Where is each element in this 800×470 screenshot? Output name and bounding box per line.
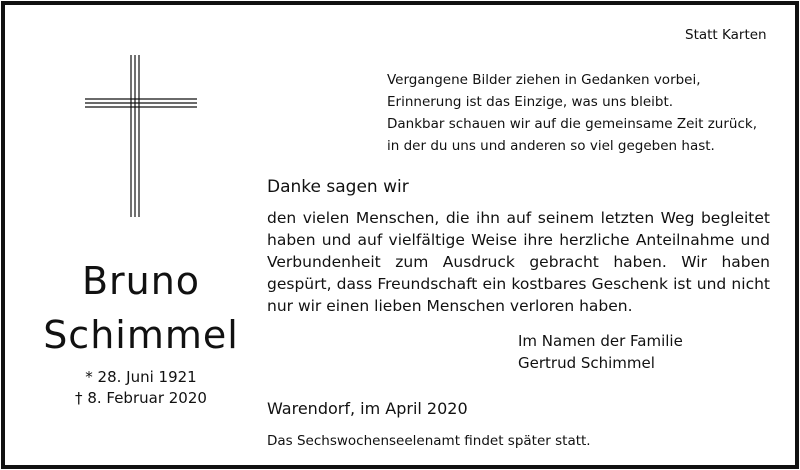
footer-note: Das Sechswochenseelenamt findet später statt. — [267, 433, 591, 449]
obituary-card — [1, 1, 799, 469]
poem-line: Erinnerung ist das Einzige, was uns bleibt. — [387, 94, 674, 110]
birth-date: * 28. Juni 1921 — [85, 368, 197, 386]
statt-karten-label: Statt Karten — [685, 27, 767, 43]
signature-line: Im Namen der Familie — [518, 332, 683, 350]
thanks-body: den vielen Menschen, die ihn auf seinem letzten Weg begleitet haben und auf vielfältige Weise ihre herzliche Anteilnahme und Verbundenheit zum Ausdruck gebracht haben. Wir haben gespürt, dass Freundschaft ein kostbares Geschenk ist und nicht nur wir einen lieben Menschen verloren haben. — [267, 209, 770, 315]
cross-icon — [85, 55, 197, 217]
life-dates — [41, 367, 241, 409]
signature — [518, 330, 683, 374]
poem-line: Vergangene Bilder ziehen in Gedanken vorbei, — [387, 72, 701, 88]
poem — [387, 69, 757, 157]
death-date: † 8. Februar 2020 — [75, 389, 207, 407]
place-date: Warendorf, im April 2020 — [267, 399, 468, 418]
deceased-first-name: Bruno — [81, 259, 201, 303]
poem-line: Dankbar schauen wir auf die gemeinsame Zeit zurück, — [387, 116, 758, 132]
signature-name: Gertrud Schimmel — [518, 354, 655, 372]
deceased-last-name: Schimmel — [43, 313, 239, 357]
thanks-heading: Danke sagen wir — [267, 177, 409, 197]
poem-line: in der du uns und anderen so viel gegeben hast. — [387, 138, 715, 154]
